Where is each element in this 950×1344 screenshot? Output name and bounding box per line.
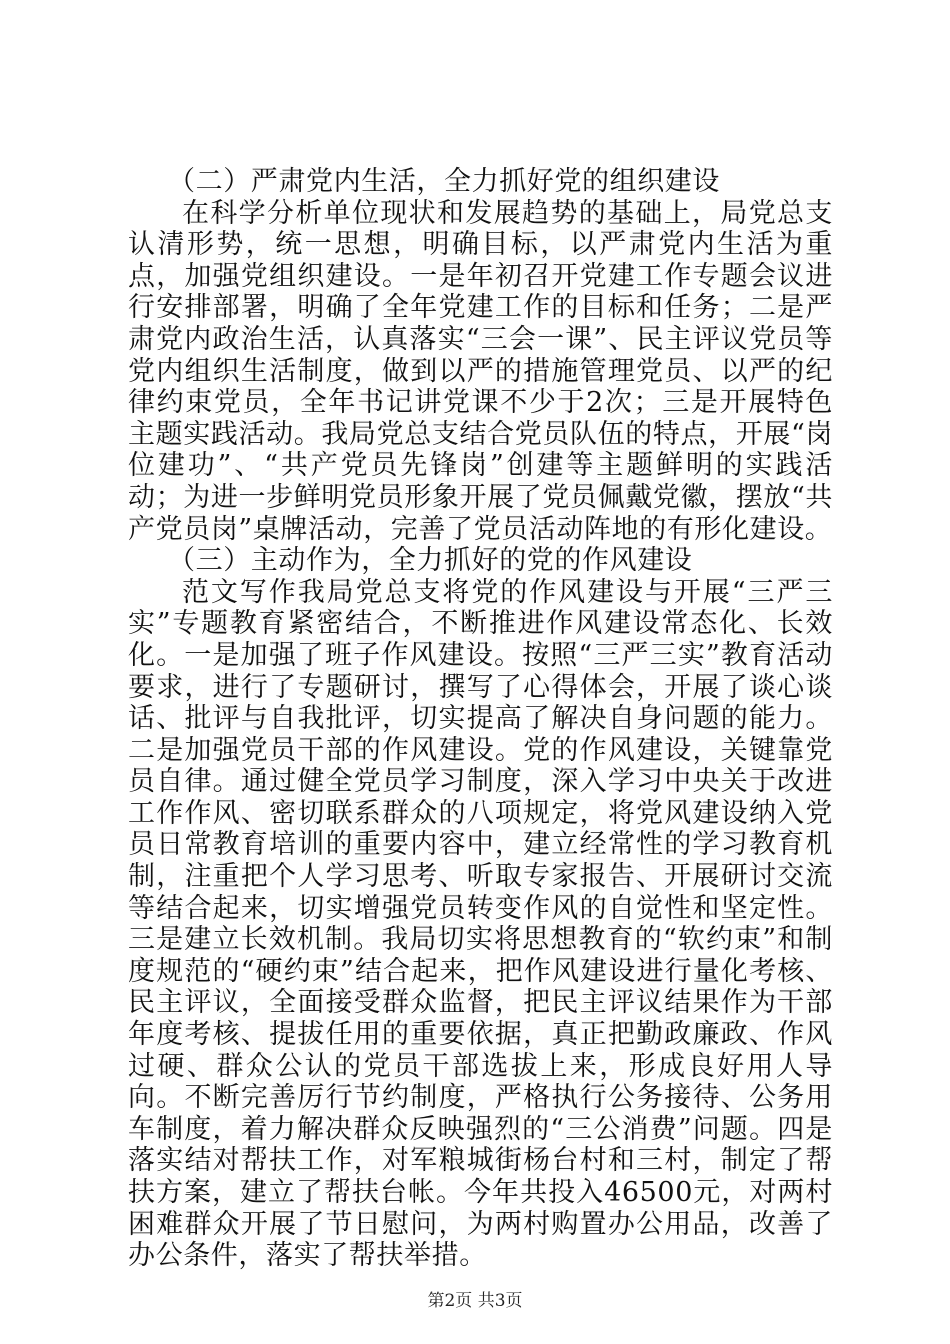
section-heading-work-style: （三）主动作为，全力抓好的党的作风建设 xyxy=(168,545,693,577)
section-paragraph-organization: 在科学分析单位现状和发展趋势的基础上，局党总支认清形势，统一思想，明确目标，以严肃党内生活为重点，加强党组织建设。一是年初召开党建工作专题会议进行安排部署，明确了全年党建工作的目标和任务；二是严肃党内政治生活，认真落实“三会一课”、民主评议党员等党内组织生活制度，做到以严的措施管理党员、以严的纪律约束党员，全年书记讲党课不少于2次；三是开展特色主题实践活动。我局党总支结合党员队伍的特点，开展“岗位建功”、“共产党员先锋岗”创建等主题鲜明的实践活动；为进一步鲜明党员形象开展了党员佩戴党徽，摆放“共产党员岗”桌牌活动，完善了党员活动阵地的有形化建设。 xyxy=(128,197,833,545)
section-heading-organization: （二）严肃党内生活，全力抓好党的组织建设 xyxy=(168,166,720,197)
section-paragraph-work-style: 范文写作我局党总支将党的作风建设与开展“三严三实”专题教育紧密结合，不断推进作风建设常态化、长效化。一是加强了班子作风建设。按照“三严三实”教育活动要求，进行了专题研讨，撰写了心得体会，开展了谈心谈话、批评与自我批评，切实提高了解决自身问题的能力。二是加强党员干部的作风建设。党的作风建设，关键靠党员自律。通过健全党员学习制度，深入学习中央关于改进工作作风、密切联系群众的八项规定，将党风建设纳入党员日常教育培训的重要内容中，建立经常性的学习教育机制，注重把个人学习思考、听取专家报告、开展研讨交流等结合起来，切实增强党员转变作风的自觉性和坚定性。三是建立长效机制。我局切实将思想教育的“软约束”和制度规范的“硬约束”结合起来，把作风建设进行量化考核、民主评议，全面接受群众监督，把民主评议结果作为干部年度考核、提拔任用的重要依据，真正把勤政廉政、作风过硬、群众公认的党员干部选拔上来，形成良好用人导向。不断完善厉行节约制度，严格执行公务接待、公务用车制度，着力解决群众反映强烈的“三公消费”问题。四是落实结对帮扶工作，对军粮城街杨台村和三村，制定了帮扶方案，建立了帮扶台帐。今年共投入46500元，对两村困难群众开展了节日慰问，为两村购置办公用品，改善了办公条件，落实了帮扶举措。 xyxy=(128,576,833,1272)
page-number-footer: 第2页 共3页 xyxy=(427,1291,523,1311)
document-body xyxy=(128,166,833,1272)
